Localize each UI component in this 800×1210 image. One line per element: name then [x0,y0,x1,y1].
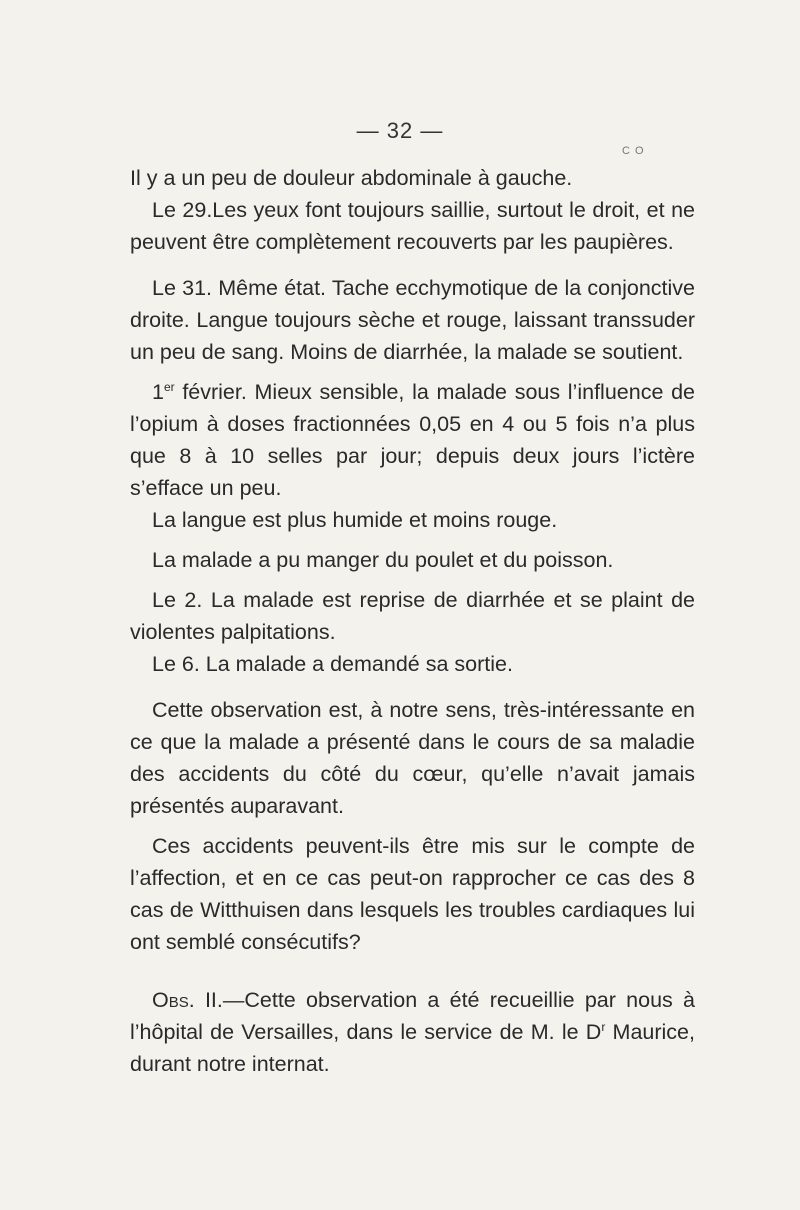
paragraph: Le 6. La malade a demandé sa sortie. [152,652,513,676]
paragraph: Le 29.Les yeux font toujours saillie, surtout le droit, et ne peuvent être complètement recouverts par les paupières. [130,198,695,254]
superscript: r [601,1019,606,1034]
paragraph: Le 2. La malade est reprise de diarrhée et se plaint de violentes palpitations. [130,588,695,644]
paragraph: La langue est plus humide et moins rouge. [152,508,558,532]
paragraph [130,984,695,1080]
paragraph-text: février. Mieux sensible, la malade sous l’influence de l’opium à doses fractionnées 0,05 en 4 ou 5 fois n’a plus que 8 à 10 selles par jour; depuis deux jours l’ictère s’efface un peu. [130,380,695,500]
superscript: er [163,379,175,394]
paragraph [130,376,695,504]
paragraph: Ces accidents peuvent-ils être mis sur le compte de l’affection, et en ce cas peut-on rapprocher ce cas des 8 cas de Witthuisen dans lesquels les troubles cardiaques lui ont semblé consécutifs? [130,834,695,954]
paragraph: La malade a pu manger du poulet et du poisson. [152,548,614,572]
paragraph: Le 31. Même état. Tache ecchymotique de la conjonctive droite. Langue toujours sèche et rouge, laissant transsuder un peu de sang. Moins de diarrhée, la malade se soutient. [130,276,695,364]
body-text [130,162,695,1080]
paragraph: Il y a un peu de douleur abdominale à gauche. [130,166,573,190]
page-number: — 32 — [356,118,444,143]
paragraph: Cette observation est, à notre sens, très-intéressante en ce que la malade a présenté dans le cours de sa maladie des accidents du côté du cœur, qu’elle n’avait jamais présentés auparavant. [130,698,695,818]
paragraph-number: 1 [152,380,164,404]
observation-label: Obs. II. [152,988,223,1012]
margin-mark: C O [622,145,645,157]
paragraph-text: —Cette observation a été recueillie par nous à l’hôpital de Versailles, dans le service de M. le D [130,988,695,1044]
paragraph-text: Maurice, durant notre internat. [130,1020,695,1076]
